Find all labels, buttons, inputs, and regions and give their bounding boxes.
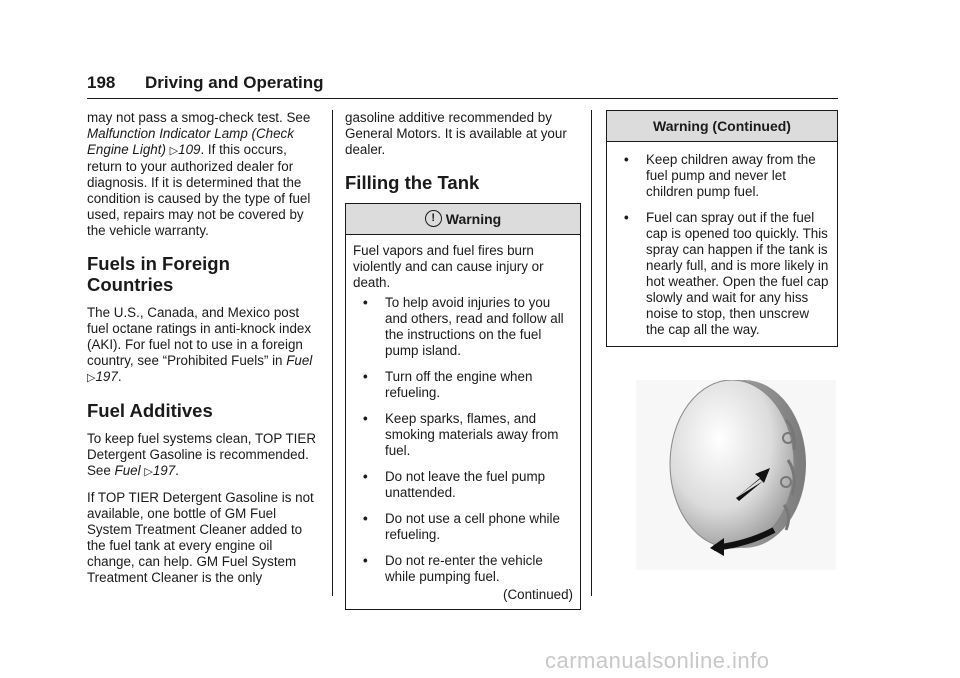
continued-label: (Continued) bbox=[503, 587, 573, 602]
bullet-icon: • bbox=[363, 553, 368, 568]
bullet-icon: • bbox=[363, 295, 368, 310]
column-2 bbox=[345, 110, 581, 610]
warning-list bbox=[353, 295, 573, 585]
section-title: Driving and Operating bbox=[145, 73, 324, 92]
warning-box-continued bbox=[606, 110, 838, 347]
warning-box bbox=[345, 203, 581, 610]
bullet-icon: • bbox=[363, 511, 368, 526]
warning-header bbox=[346, 204, 580, 235]
text: To keep fuel systems clean, TOP TIER Detergent Gasoline is recommended. See bbox=[87, 431, 316, 478]
page-arrow-icon: ▷ bbox=[169, 145, 179, 157]
list-item-text: To help avoid injuries to you and others, read and follow all the instructions on the fuel pump island. bbox=[385, 295, 564, 358]
column-divider bbox=[591, 110, 592, 596]
list-item-text: Do not use a cell phone while refueling. bbox=[385, 511, 560, 542]
warning-header: Warning (Continued) bbox=[607, 111, 837, 142]
bullet-icon: • bbox=[363, 369, 368, 384]
heading-line: Countries bbox=[87, 274, 174, 295]
text: The U.S., Canada, and Mexico post fuel octane ratings in anti-knock index (AKI). For fuel not to use in a foreign country, see “Prohibited Fuels” in bbox=[87, 305, 312, 368]
list-item bbox=[353, 411, 573, 459]
xref-page[interactable]: 197 bbox=[95, 369, 118, 384]
column-divider bbox=[332, 110, 333, 596]
text: . bbox=[117, 369, 122, 384]
bullet-icon: • bbox=[624, 210, 629, 225]
page-number: 198 bbox=[87, 73, 116, 92]
warning-body bbox=[607, 142, 837, 346]
list-item-text: Keep sparks, flames, and smoking materials away from fuel. bbox=[385, 411, 559, 458]
paragraph bbox=[87, 110, 323, 239]
column-3 bbox=[606, 110, 838, 347]
list-item bbox=[614, 152, 830, 200]
column-1 bbox=[87, 110, 323, 596]
page-arrow-icon: ▷ bbox=[87, 372, 96, 384]
xref-page[interactable]: 109 bbox=[178, 142, 201, 157]
cap-face bbox=[670, 380, 794, 548]
heading-fuels-foreign bbox=[87, 253, 323, 295]
bullet-icon: • bbox=[363, 469, 368, 484]
list-item bbox=[353, 369, 573, 401]
paragraph: gasoline additive recommended by General Motors. It is available at your dealer. bbox=[345, 110, 567, 157]
page-header bbox=[87, 66, 838, 99]
xref-link[interactable]: Fuel bbox=[114, 463, 141, 478]
list-item bbox=[614, 210, 830, 338]
fuel-cap-illustration bbox=[636, 380, 836, 570]
list-item bbox=[353, 511, 573, 543]
paragraph: If TOP TIER Detergent Gasoline is not available, one bottle of GM Fuel System Treatment Cleaner added to the fuel tank at every engine oil change, can help. GM Fuel System Treatment Cleaner is the only bbox=[87, 490, 314, 585]
paragraph bbox=[87, 305, 323, 386]
list-item-text: Keep children away from the fuel pump and never let children pump fuel. bbox=[646, 152, 816, 199]
warning-circle-icon: ! bbox=[425, 210, 442, 227]
heading-line: Fuels in Foreign bbox=[87, 253, 230, 274]
warning-intro: Fuel vapors and fuel fires burn violently and can cause injury or death. bbox=[353, 243, 544, 290]
heading-fuel-additives: Fuel Additives bbox=[87, 400, 213, 421]
warning-body bbox=[346, 235, 580, 609]
paragraph bbox=[87, 431, 323, 480]
list-item-text: Fuel can spray out if the fuel cap is opened too quickly. This spray can happen if the tank is nearly full, and is more likely in hot weather. Open the fuel cap slowly and wait for any hiss noise to stop, then unscrew the cap all the way. bbox=[646, 210, 829, 337]
heading-filling-tank: Filling the Tank bbox=[345, 172, 480, 193]
bullet-icon: • bbox=[624, 152, 629, 167]
warning-title: Warning bbox=[445, 211, 502, 227]
list-item-text: Do not leave the fuel pump unattended. bbox=[385, 469, 546, 500]
watermark: carmanualsonline.info bbox=[545, 648, 770, 673]
list-item bbox=[353, 295, 573, 359]
text: may not pass a smog-check test. See bbox=[87, 110, 311, 125]
list-item bbox=[353, 553, 573, 585]
xref-page[interactable]: 197 bbox=[152, 463, 176, 478]
text: . If this occurs, return to your authorized dealer for diagnosis. If it is determined that the condition is caused by the type of fuel used, repairs may not be covered by the vehicle warranty. bbox=[87, 142, 311, 238]
list-item-text: Turn off the engine when refueling. bbox=[385, 369, 533, 400]
bullet-icon: • bbox=[363, 411, 368, 426]
warning-list bbox=[614, 152, 830, 338]
list-item-text: Do not re-enter the vehicle while pumping fuel. bbox=[385, 553, 543, 584]
text: . bbox=[175, 463, 179, 478]
xref-link[interactable]: Fuel bbox=[286, 353, 313, 368]
xref-link[interactable]: Malfunction Indicator Lamp (Check Engine Light) bbox=[87, 126, 294, 157]
page-arrow-icon: ▷ bbox=[144, 466, 153, 478]
list-item bbox=[353, 469, 573, 501]
